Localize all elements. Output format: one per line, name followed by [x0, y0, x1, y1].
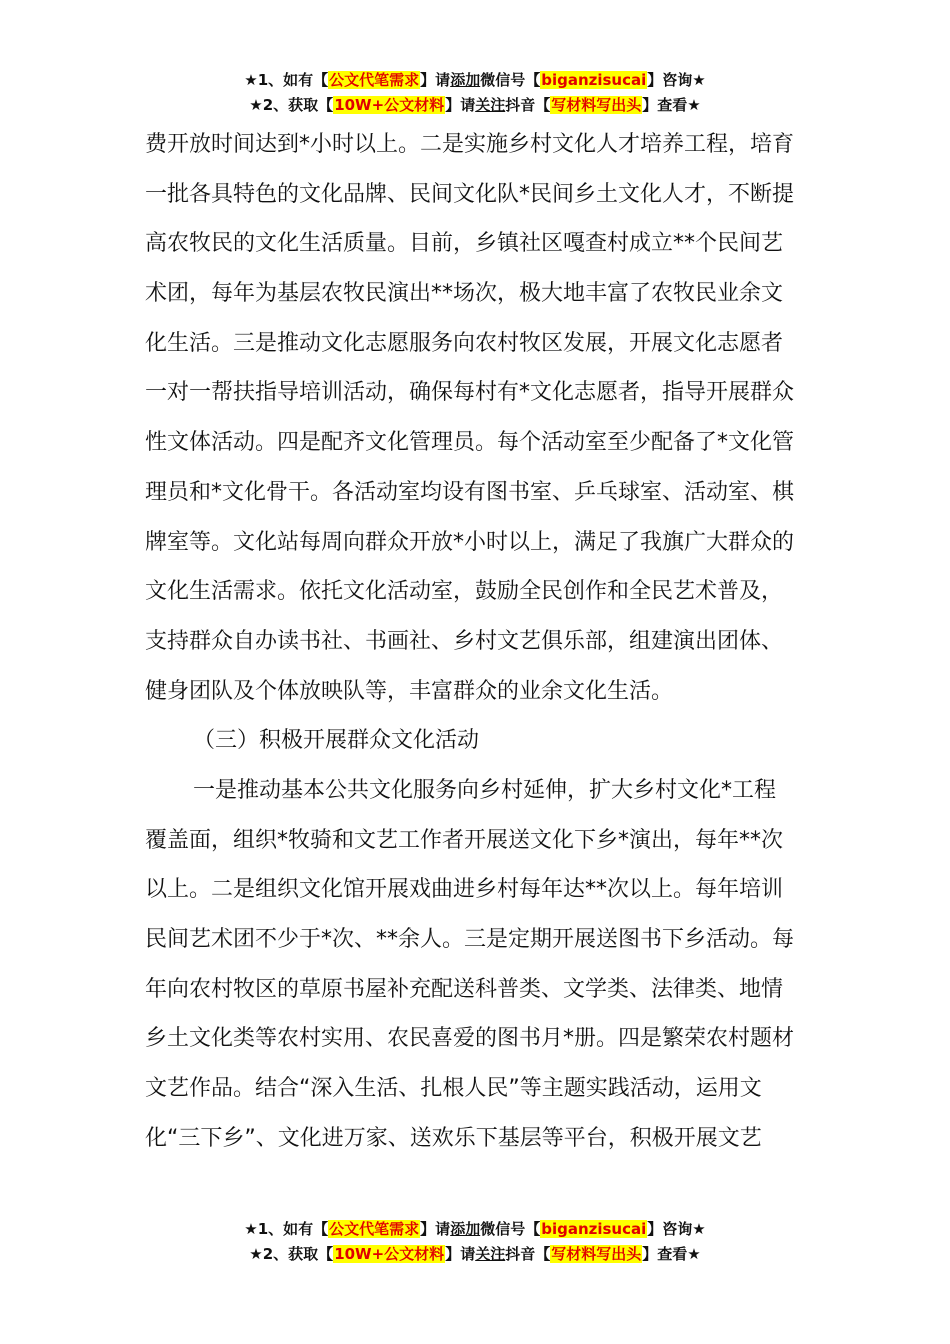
banner-line-2 — [0, 1242, 950, 1267]
banner-text: ★2、获取【 — [249, 1245, 334, 1263]
body-line: 文化生活需求。依托文化活动室，鼓励全民创作和全民艺术普及， — [145, 579, 784, 605]
banner-line-1 — [0, 68, 950, 93]
banner-text: ★1、如有【 — [244, 1220, 329, 1238]
highlight-materials: 10W+公文材料 — [334, 1245, 445, 1263]
body-line: 乡土文化类等农村实用、农民喜爱的图书月*册。四是繁荣农村题材 — [145, 1026, 795, 1052]
highlight-service: 公文代笔需求 — [329, 71, 420, 89]
body-line: 一对一帮扶指导培训活动，确保每村有*文化志愿者，指导开展群众 — [145, 380, 795, 406]
highlight-materials: 10W+公文材料 — [334, 96, 445, 114]
highlight-douyin-account: 写材料写出头 — [551, 1245, 642, 1263]
highlight-service: 公文代笔需求 — [329, 1220, 420, 1238]
highlight-wechat-id: biganzisucai — [541, 71, 647, 89]
body-line: 化生活。三是推动文化志愿服务向农村牧区发展，开展文化志愿者 — [145, 330, 784, 356]
banner-text: ★1、如有【 — [244, 71, 329, 89]
banner-text: 】请 — [445, 1245, 476, 1263]
body-line: 覆盖面，组织*牧骑和文艺工作者开展送文化下乡*演出，每年**次 — [145, 827, 784, 853]
body-line: 民间艺术团不少于*次、**余人。三是定期开展送图书下乡活动。每 — [145, 927, 795, 952]
section-heading: （三）积极开展群众文化活动 — [193, 728, 480, 754]
banner-line-2 — [0, 93, 950, 118]
body-line: 高农牧民的文化生活质量。目前，乡镇社区嘎查村成立**个民间艺 — [145, 231, 784, 257]
banner-text: 】查看★ — [642, 1245, 701, 1263]
highlight-wechat-id: biganzisucai — [541, 1220, 647, 1238]
body-line: 化“三下乡”、文化进万家、送欢乐下基层等平台，积极开展文艺 — [145, 1125, 762, 1151]
body-line: 健身团队及个体放映队等，丰富群众的业余文化生活。 — [145, 678, 674, 704]
header-banner — [0, 68, 950, 118]
body-line: 牌室等。文化站每周向群众开放*小时以上，满足了我旗广大群众的 — [145, 529, 795, 555]
banner-text: 】查看★ — [642, 96, 701, 114]
body-line: 理员和*文化骨干。各活动室均设有图书室、乒乓球室、活动室、棋 — [145, 479, 795, 505]
banner-text: 微信号【 — [480, 71, 541, 89]
body-line: 性文体活动。四是配齐文化管理员。每个活动室至少配备了*文化管 — [145, 430, 795, 456]
body-line: 费开放时间达到*小时以上。二是实施乡村文化人才培养工程，培育 — [145, 132, 795, 157]
body-line: 一是推动基本公共文化服务向乡村延伸，扩大乡村文化*工程 — [193, 777, 777, 803]
banner-text: 】请 — [420, 1220, 451, 1238]
banner-text: 】请 — [420, 71, 451, 89]
banner-text: 】咨询★ — [647, 1220, 706, 1238]
banner-text: 微信号【 — [480, 1220, 541, 1238]
body-line: 文艺作品。结合“深入生活、扎根人民”等主题实践活动，运用文 — [145, 1076, 762, 1102]
banner-text: 抖音【 — [505, 1245, 551, 1263]
underlined-text: 关注 — [475, 1245, 506, 1263]
banner-text: 】请 — [445, 96, 476, 114]
body-line: 年向农村牧区的草原书屋补充配送科普类、文学类、法律类、地情 — [145, 976, 784, 1002]
footer-banner — [0, 1217, 950, 1267]
banner-text: 】咨询★ — [647, 71, 706, 89]
body-line: 术团，每年为基层农牧民演出**场次，极大地丰富了农牧民业余文 — [145, 281, 784, 307]
underlined-text: 添加 — [450, 1220, 481, 1238]
banner-text: 抖音【 — [505, 96, 551, 114]
underlined-text: 添加 — [450, 71, 481, 89]
body-line: 一批各具特色的文化品牌、民间文化队*民间乡土文化人才，不断提 — [145, 181, 795, 207]
banner-text: ★2、获取【 — [249, 96, 334, 114]
document-body — [145, 120, 805, 1163]
underlined-text: 关注 — [475, 96, 506, 114]
body-line: 支持群众自办读书社、书画社、乡村文艺俱乐部，组建演出团体、 — [145, 628, 784, 654]
highlight-douyin-account: 写材料写出头 — [551, 96, 642, 114]
banner-line-1 — [0, 1217, 950, 1242]
body-line: 以上。二是组织文化馆开展戏曲进乡村每年达**次以上。每年培训 — [145, 877, 784, 903]
